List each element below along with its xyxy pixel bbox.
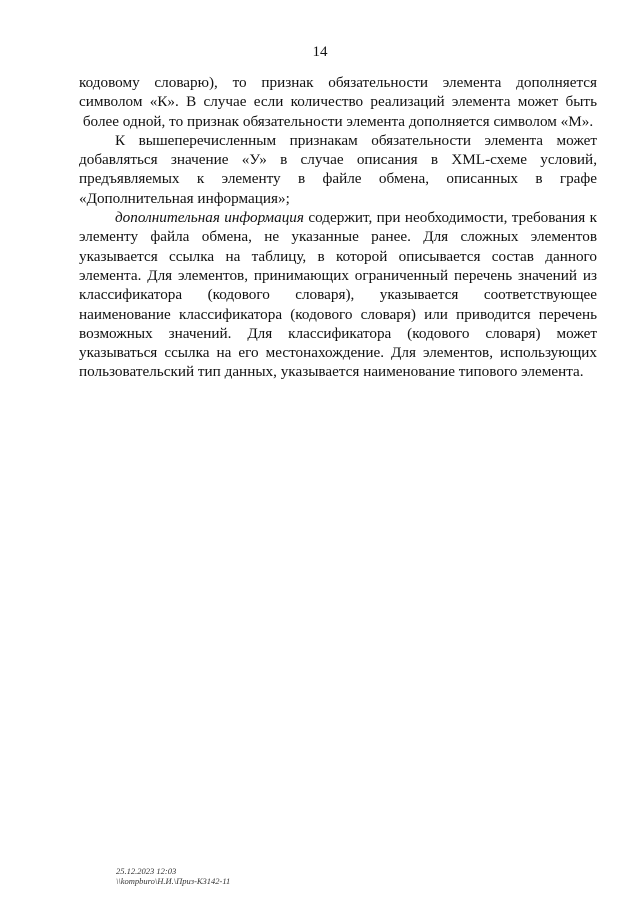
page-number: 14 — [312, 44, 328, 60]
paragraph-additional-value: К вышеперечисленным признакам обязательности элемента может добавляться значение «У» в случае описания в XML-схеме условий, предъявляемых к элементу в файле обмена, описанных в графе «Дополнительная информация»; — [79, 131, 597, 207]
document-body — [79, 73, 597, 382]
paragraph-mandatory-symbols: кодовому словарю), то признак обязательности элемента дополняется символом «К». В случае если количество реализаций элемента может быть более одной, то признак обязательности элемента дополняется символом «М». — [79, 74, 597, 130]
footer-file-path: \\kompburo\Н.И.\Приз-К3142-11 — [116, 876, 231, 886]
document-footer — [116, 866, 230, 886]
paragraph-additional-info — [79, 208, 597, 382]
additional-info-text: содержит, при необходимости, требования к элементу файла обмена, не указанные ранее. Для сложных элементов указывается ссылка на таблицу, в которой описывается состав данного элемента. Для элементов, принимающих ограниченный перечень значений из классификатора (кодового словаря), указывается соответствующее наименование классификатора (кодового словаря) или приводится перечень возможных значений. Для классификатора (кодового словаря) может указываться ссылка на его местонахождение. Для элементов, использующих пользовательский тип данных, указывается наименование типового элемента. — [79, 209, 597, 381]
footer-timestamp: 25.12.2023 12:03 — [116, 866, 177, 876]
term-additional-info: дополнительная информация — [115, 209, 304, 227]
